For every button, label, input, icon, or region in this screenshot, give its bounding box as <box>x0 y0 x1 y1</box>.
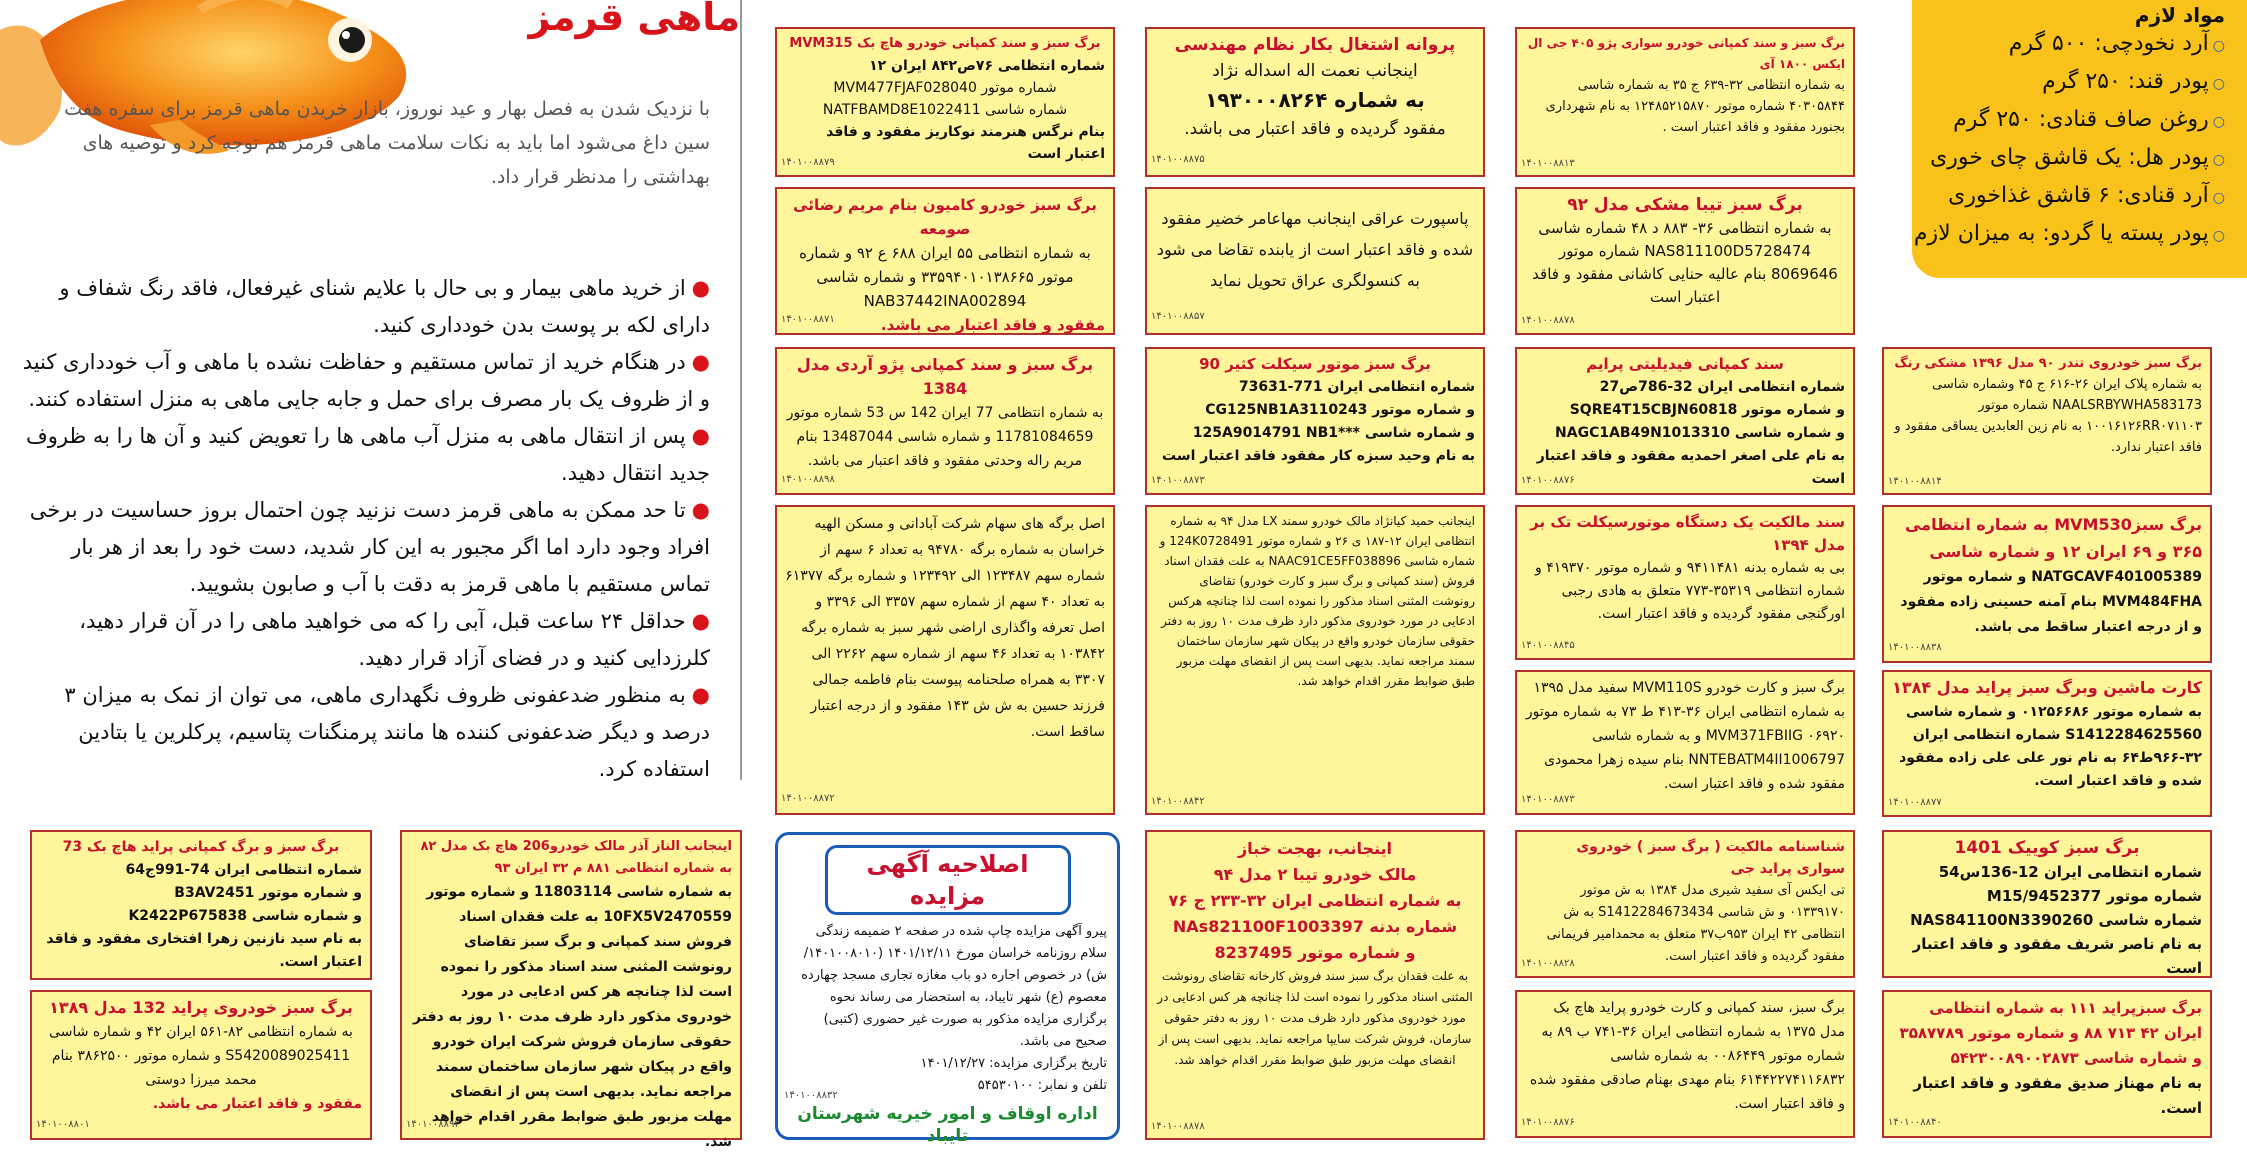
classified-ad: برگ سبزMVM530 به شماره انتظامی ۳۶۵ و ۶۹ ایران ۱۲ و شماره شاسی NATGCAVF401005389 و شماره موتور MVM484FHA بنام آمنه حسینی زاده مفقود و از درجه اعتبار ساقط می باشد. ۱۴۰۱۰۰۸۸۳۸ <box>1882 505 2212 663</box>
ingredient-item: ○آرد قنادی: ۶ قاشق غذاخوری <box>1948 183 2225 208</box>
ingredient-item: ○پودر هل: یک قاشق چای خوری <box>1930 145 2225 170</box>
article-intro: با نزدیک شدن به فصل بهار و عید نوروز، بازار خریدن ماهی قرمز برای سفره هفت سین داغ می‌شود اما باید به نکات سلامت ماهی قرمز هم توجه کرد و توصیه های بهداشتی را مدنظر قرار داد. <box>64 98 710 188</box>
classified-ad: برگ سبز و کارت خودرو MVM110S سفید مدل ۱۳۹۵ به شماره انتظامی ایران ۳۶-۴۱۳ ط ۷۳ به شماره موتور ۰۶۹۲۰ MVM371FBIIG و به شماره شاسی NNTEBATM4II1006797 بنام سیده زهرا محمودی مفقود شده و فاقد اعتبار است. ۱۴۰۱۰۰۸۸۷۳ <box>1515 670 1855 815</box>
classified-ad: اینجانب، بهجت خباز مالک خودرو تیبا ۲ مدل ۹۴ به شماره انتظامی ایران ۳۲-۲۳۳ ج ۷۶ شماره بدنه NAs821100F1003397 و شماره موتور 8237495 به علت فقدان برگ سبز سند فروش کارخانه تقاضای رونوشت المثنی اسناد مذکور را نموده است لذا چنانچه هر کس ادعایی در مورد خودروی مذکور دارد ظرف مدت ۱۰ روز به دفتر حقوقی سازمان، فروش شرکت سایپا مراجعه نماید. بدیهی است پس از انقضای مهلت مزبور طبق ضوابط مقرر اقدام خواهد شد. ۱۴۰۱۰۰۸۸۷۸ <box>1145 830 1485 1140</box>
classified-ad: اینجانب حمید کیانژاد مالک خودرو سمند LX مدل ۹۴ به شماره انتظامی ایران ۱۲-۱۸۷ ی ۲۶ و شماره موتور 124K0728491 و شماره شاسی NAAC91CE5FF038896 به علت فقدان اسناد فروش (سند کمپانی و برگ سبز و کارت خودرو) تقاضای رونوشت المثنی اسناد مذکور را نموده است لذا چنانچه هرکس ادعایی در مورد خودروی مذکور دارد ظرف مدت ۱۰ روز به دفتر حقوقی سازمان خودرو واقع در پیکان شهر سازمان ساختمان سمند مراجعه نماید. بدیهی است پس از انقضای مهلت مزبور طبق ضوابط مقرر اقدام خواهد شد. ۱۴۰۱۰۰۸۸۴۲ <box>1145 505 1485 815</box>
circle-bullet-icon: ○ <box>2212 152 2225 168</box>
column-divider <box>740 0 742 780</box>
ingredient-item: ○پودر قند: ۲۵۰ گرم <box>2042 69 2225 94</box>
article-bullets <box>20 270 710 788</box>
classified-ad: پروانه اشتغال بکار نظام مهندسی اینجانب نعمت اله اسداله نژاد به شماره ۱۹۳۰۰۰۸۲۶۴ مفقود گردیده و فاقد اعتبار می باشد. ۱۴۰۱۰۰۸۸۷۵ <box>1145 27 1485 177</box>
auction-title: اصلاحیه آگهی مزایده <box>825 845 1071 915</box>
ingredients-title: مواد لازم <box>2134 3 2225 27</box>
classified-ad: برگ سبز و سند کمپانی خودرو هاچ بک MVM315 شماره انتظامی ۷۶ص۸۴۲ ایران ۱۲ شماره موتور MVM477FJAF028040 شماره شاسی NATFBAMD8E1022411 بنام نرگس هنرمند نوکاریز مفقود و فاقد اعتبار است ۱۴۰۱۰۰۸۸۷۹ <box>775 27 1115 177</box>
bullet-item: ●از خرید ماهی بیمار و بی حال با علایم شنای غیرفعال، فاقد رنگ شفاف و دارای لکه بر پوست بدن خودداری کنید. <box>59 276 710 337</box>
bullet-dot-icon: ● <box>691 609 710 633</box>
circle-bullet-icon: ○ <box>2212 190 2225 206</box>
bullet-item: ●در هنگام خرید از تماس مستقیم و حفاظت نشده با ماهی و آب خودداری کنید و از ظروف یک بار مصرف برای حمل و جابه جایی ماهی به منزل استفاده کنند. <box>22 350 710 411</box>
classified-ad: کارت ماشین وبرگ سبز پراید مدل ۱۳۸۴ به شماره موتور ۰۱۲۵۶۶۸۶ و شماره شاسی S1412284625560 شماره انتظامی ایران ۳۲-۹۶۶ط۶۴ به نام نور علی علی زاده مفقود شده و فاقد اعتبار است. ۱۴۰۱۰۰۸۸۷۷ <box>1882 670 2212 817</box>
classified-ad: برگ سبز، سند کمپانی و کارت خودرو پراید هاچ بک مدل ۱۳۷۵ به شماره انتظامی ایران ۳۶-۷۴۱ ب ۸۹ به شماره موتور ۰۰۸۶۴۴۹ به شماره شاسی ۶۱۴۴۲۲۷۴۱۱۶۸۳۲ بنام مهدی بهنام صادقی مفقود شده و فاقد اعتبار است. ۱۴۰۱۰۰۸۸۷۶ <box>1515 990 1855 1138</box>
auction-code: ۱۴۰۱۰۰۸۸۳۲ <box>784 1090 838 1101</box>
bullet-item: ●پس از انتقال ماهی به منزل آب ماهی ها را تعویض کنید و آن ها را به ظروف جدید انتقال دهید. <box>26 424 710 485</box>
bullet-item: ●حداقل ۲۴ ساعت قبل، آبی را که می خواهید ماهی را در آن قرار دهید، کلرزدایی کنید و در فضای آزاد قرار دهید. <box>79 609 710 670</box>
classified-ad: برگ سبزپراید ۱۱۱ به شماره انتظامی ایران ۴۲ ۷۱۳ ۸۸ و شماره موتور ۳۵۸۷۷۸۹ و شماره شاسی ۵۴۲۳۰۰۸۹۰۰۲۸۷۳ به نام مهناز صدیق مفقود و فاقد اعتبار است. ۱۴۰۱۰۰۸۸۴۰ <box>1882 990 2212 1138</box>
auction-footer: اداره اوقاف و امور خیریه شهرستان تایباد <box>797 1104 1098 1146</box>
article-title: ماهی قرمز <box>528 0 740 39</box>
auction-date: تاریخ برگزاری مزایده: ۱۴۰۱/۱۲/۲۷ <box>920 1056 1107 1071</box>
classified-ad: برگ سبز خودروی پراید 132 مدل ۱۳۸۹ به شماره انتظامی ۸۲-۵۶۱ ایران ۴۲ و شماره شاسی S5420089025411 و شماره موتور ۳۸۶۲۵۰۰ بنام محمد میرزا دوستی مفقود و فاقد اعتبار می باشد. ۱۴۰۱۰۰۸۸۰۱ <box>30 990 372 1140</box>
classified-ad: برگ سبز خودرو کامیون بنام مریم رضائی صومعه به شماره انتظامی ۵۵ ایران ۶۸۸ ع ۹۲ و شماره موتور ۳۳۵۹۴۰۱۰۱۳۸۶۶۵ و شماره شاسی NAB37442INA002894 مفقود و فاقد اعتبار می باشد. ۱۴۰۱۰۰۸۸۷۱ <box>775 187 1115 335</box>
bullet-item: ●به منظور ضدعفونی ظروف نگهداری ماهی، می توان از نمک به میزان ۳ درصد و دیگر ضدعفونی کننده ها مانند پرمنگنات پتاسیم، پرکلرین یا بتادین استفاده کرد. <box>64 683 710 781</box>
classified-ad: برگ سبز کوییک 1401 شماره انتظامی ایران 12-136س54 شماره موتور M15/9452377 شماره شاسی NAS841100N3390260 به نام ناصر شریف مفقود و فاقد اعتبار است <box>1882 830 2212 978</box>
classified-ad: برگ سبز تیبا مشکی مدل ۹۲ به شماره انتظامی ۳۶- ۸۸۳ د ۴۸ شماره شاسی NAS811100D5728474 شماره موتور 8069646 بنام عالیه حنایی کاشانی مفقود و فاقد اعتبار است ۱۴۰۱۰۰۸۸۷۸ <box>1515 187 1855 335</box>
ingredient-item: ○روغن صاف قنادی: ۲۵۰ گرم <box>1953 107 2225 132</box>
circle-bullet-icon: ○ <box>2212 228 2225 244</box>
classified-ad: سند کمپانی فیدیلیتی پرایم شماره انتظامی ایران 32-786ص27 و شماره موتور SQRE4T15CBJN60818 و شماره شاسی NAGC1AB49N1013310 به نام علی اصغر احمدیه مفقود و فاقد اعتبار است ۱۴۰۱۰۰۸۸۷۶ <box>1515 347 1855 495</box>
classified-ad: سند مالکیت یک دستگاه موتورسیکلت تک بر مدل ۱۳۹۴ بی به شماره بدنه ۹۴۱۱۴۸۱ و شماره موتور ۴۱۹۳۷۰ و شماره انتظامی ۳۵۳۱۹-۷۷۳ متعلق به هادی رجبی اورگنجی مفقود گردیده و فاقد اعتبار است. ۱۴۰۱۰۰۸۸۴۵ <box>1515 505 1855 660</box>
bullet-dot-icon: ● <box>691 424 710 448</box>
ingredient-item: ○آرد نخودچی: ۵۰۰ گرم <box>2008 31 2225 56</box>
bullet-item: ●تا حد ممکن به ماهی قرمز دست نزنید چون احتمال بروز حساسیت در برخی افراد وجود دارد اما اگر مجبور به این کار شدید، دست خود را بعد از هر بار تماس مستقیم با ماهی قرمز به دقت با آب و صابون بشویید. <box>29 498 710 596</box>
classified-ad: برگ سبز خودروی تندر ۹۰ مدل ۱۳۹۶ مشکی رنگ به شماره پلاک ایران ۲۶-۶۱۶ ج ۴۵ وشماره شاسی NAALSRBYWHA583173 شماره موتور ۱۰۰۱۶۱۲۶RR۰۷۱۱۰۳ به نام زین العابدین یساقی مفقود و فاقد اعتبار ندارد. ۱۴۰۱۰۰۸۸۱۴ <box>1882 347 2212 495</box>
bullet-dot-icon: ● <box>691 683 710 707</box>
auction-notice <box>775 832 1120 1146</box>
ingredient-item: ○پودر پسته یا گردو: به میزان لازم <box>1913 221 2225 246</box>
bullet-dot-icon: ● <box>691 350 710 374</box>
classified-ad: برگ سبز و برگ کمپانی پراید هاچ بک 73 شماره انتظامی ایران 74-991ج64 و شماره موتور B3AV2451 و شماره شاسی K2422P675838 به نام سید نازنین زهرا افتخاری مفقود و فاقد اعتبار است. <box>30 830 372 980</box>
classified-ad: برگ سبز و سند کمپانی پژو آردی مدل 1384 به شماره انتظامی 77 ایران 142 س 53 شماره موتور 11781084659 و شماره شاسی 13487044 بنام مریم راله وحدتی مفقود و فاقد اعتبار می باشد. ۱۴۰۱۰۰۸۸۹۸ <box>775 347 1115 495</box>
circle-bullet-icon: ○ <box>2212 76 2225 92</box>
auction-body: پیرو آگهی مزایده چاپ شده در صفحه ۲ ضمیمه زندگی سلام روزنامه خراسان مورخ ۱۴۰۱/۱۲/۱۱ (۱۴۰۱۰۰۸۰۱۰/ش) در خصوص اجاره دو باب مغازه تجاری مسجد چهارده معصوم (ع) شهر تایباد، به استحضار می رساند نحوه برگزاری مزایده مذکور به صورت غیر حضوری (کتبی) صحیح می باشد. <box>801 924 1107 1049</box>
classified-ad: برگ سبز موتور سیکلت کثیر 90 شماره انتظامی ایران 771-73631 و شماره موتور CG125NB1A3110243 و شماره شاسی ***125A9014791 NB1 به نام وحید سبزه کار مفقود فاقد اعتبار است ۱۴۰۱۰۰۸۸۷۳ <box>1145 347 1485 495</box>
classified-ad: شناسنامه مالکیت ( برگ سبز ) خودروی سواری پراید جی تی ایکس آی سفید شیری مدل ۱۳۸۴ به ش موتور ۰۱۳۳۹۱۷۰ و ش شاسی S1412284673434 به ش انتظامی ۴۲ ایران ۹۵۳ب۳۷ متعلق به محمدامیر فریمانی مفقود گردیده و فاقد اعتبار است. ۱۴۰۱۰۰۸۸۲۸ <box>1515 830 1855 978</box>
auction-phone: تلفن و نمابر: ۵۴۵۳۰۱۰۰ <box>977 1078 1107 1093</box>
classified-ad: برگ سبز و سند کمپانی خودرو سواری پژو ۴۰۵ جی ال ایکس ۱۸۰۰ آی به شماره انتظامی ۳۲-۶۳۹ ج ۳۵ به شماره شاسی ۴۰۳۰۵۸۴۴ شماره موتور ۱۲۴۸۵۲۱۵۸۷۰ به نام شهرداری بجنورد مفقود و فاقد اعتبار است . ۱۴۰۱۰۰۸۸۱۳ <box>1515 27 1855 177</box>
circle-bullet-icon: ○ <box>2212 114 2225 130</box>
classified-ad: اینجانب الناز آذر مالک خودرو206 هاچ بک مدل ۸۲ به شماره انتظامی ۸۸۱ م ۳۲ ایران ۹۳ به شماره شاسی 11803114 و شماره موتور 10FX5V2470559 به علت فقدان اسناد فروش سند کمپانی و برگ سبز تقاضای رونوشت المثنی سند اسناد مذکور را نموده است لذا چنانچه هر کس ادعایی در مورد خودروی مذکور دارد ظرف مدت ۱۰ روز به دفتر حقوقی سازمان فروش شرکت ایران خودرو واقع در پیکان شهر سازمان ساختمان سمند مراجعه نماید. بدیهی است پس از انقضای مهلت مزبور طبق ضوابط مقرر اقدام خواهد شد. ۱۴۰۱۰۰۸۸۹۳ <box>400 830 742 1140</box>
classified-ad: اصل برگه های سهام شرکت آبادانی و مسکن الهیه خراسان به شماره برگه ۹۴۷۸۰ به تعداد ۶ سهم از شماره سهم ۱۲۳۴۸۷ الی ۱۲۳۴۹۲ و شماره برگه ۶۱۳۷۷ به تعداد ۴۰ سهم از شماره سهم ۳۳۵۷ الی ۳۳۹۶ و اصل تعرفه واگذاری اراضی شهر سبز به شماره برگه ۱۰۳۸۴۲ به تعداد ۴۶ سهم از شماره سهم ۲۲۶۲ الی ۳۳۰۷ به همراه صلحنامه پیوست بنام فاطمه جمالی فرزند حسین به ش ش ۱۴۳ مفقود و از درجه اعتبار ساقط است. ۱۴۰۱۰۰۸۸۷۲ <box>775 505 1115 815</box>
bullet-dot-icon: ● <box>691 498 710 522</box>
bullet-dot-icon: ● <box>691 276 710 300</box>
circle-bullet-icon: ○ <box>2212 38 2225 54</box>
ingredients-box <box>1912 0 2247 278</box>
classified-ad: پاسپورت عراقی اینجانب مهاعامر خضیر مفقود شده و فاقد اعتبار است از یابنده تقاضا می شود به کنسولگری عراق تحویل نماید ۱۴۰۱۰۰۸۸۵۷ <box>1145 187 1485 335</box>
